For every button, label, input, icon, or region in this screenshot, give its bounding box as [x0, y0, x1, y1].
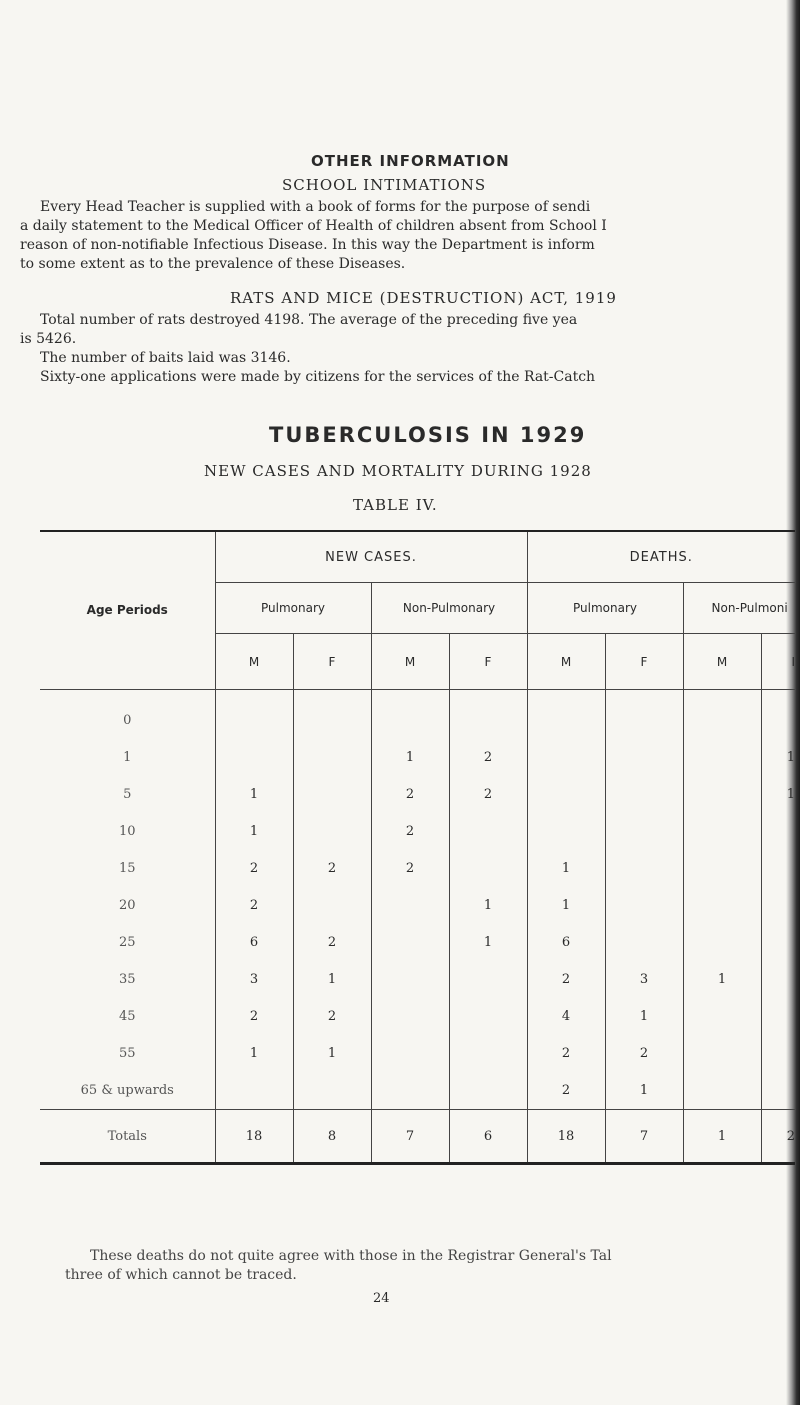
sex-header: F [449, 634, 527, 690]
value-cell [761, 690, 795, 740]
value-cell [683, 998, 761, 1035]
value-cell: 2 [527, 1072, 605, 1110]
table-label: TABLE IV. [353, 496, 438, 514]
value-cell: 1 [371, 739, 449, 776]
age-periods-header: Age Periods [86, 603, 168, 617]
age-period-cell: 55 [118, 1046, 136, 1061]
value-cell: 6 [527, 924, 605, 961]
value-cell: 1 [605, 998, 683, 1035]
value-cell [527, 776, 605, 813]
value-cell [761, 1072, 795, 1110]
value-cell [371, 924, 449, 961]
age-periods-header-cell [40, 531, 215, 690]
value-cell: 3 [605, 961, 683, 998]
totals-cell: 18 [215, 1110, 293, 1164]
value-cell: 1 [527, 850, 605, 887]
value-cell: 2 [293, 924, 371, 961]
value-cell [371, 1035, 449, 1072]
table-row [40, 998, 795, 1035]
value-cell: 1 [293, 1035, 371, 1072]
value-cell [449, 961, 527, 998]
table-row [40, 850, 795, 887]
school-paragraph-line: reason of non-notifiable Infectious Disease. In this way the Department is inform [20, 237, 595, 253]
value-cell: 2 [371, 776, 449, 813]
value-cell: 6 [215, 924, 293, 961]
value-cell: 2 [527, 961, 605, 998]
value-cell [371, 1072, 449, 1110]
value-cell: 1 [761, 776, 795, 813]
value-cell [683, 1035, 761, 1072]
table-row [40, 887, 795, 924]
value-cell: 1 [527, 887, 605, 924]
rats-paragraph-line: Sixty-one applications were made by citizens for the services of the Rat-Catch [40, 369, 596, 385]
value-cell: 1 [215, 1035, 293, 1072]
rats-paragraph-line: is 5426. [20, 331, 77, 347]
new-nonpulmonary-header: Non-Pulmonary [371, 583, 527, 634]
deaths-header: DEATHS. [527, 531, 795, 583]
sex-header: F [605, 634, 683, 690]
value-cell [605, 739, 683, 776]
school-paragraph-line: a daily statement to the Medical Officer of Health of children absent from School I [20, 218, 607, 234]
rats-paragraph-line: The number of baits laid was 3146. [40, 350, 291, 366]
value-cell [527, 739, 605, 776]
table-row [40, 1035, 795, 1072]
value-cell: 2 [371, 813, 449, 850]
sex-header: F [293, 634, 371, 690]
value-cell [761, 924, 795, 961]
age-period-cell: 65 & upwards [80, 1083, 174, 1098]
school-paragraph-line: Every Head Teacher is supplied with a book of forms for the purpose of sendi [40, 199, 591, 215]
table-row [40, 739, 795, 776]
table-row [40, 1072, 795, 1110]
age-period-cell: 1 [123, 750, 132, 765]
age-period-cell: 25 [118, 935, 136, 950]
age-period-cell: 20 [118, 898, 136, 913]
value-cell [449, 850, 527, 887]
footnote-line: These deaths do not quite agree with those in the Registrar General's Tal [90, 1248, 612, 1264]
value-cell [683, 690, 761, 740]
value-cell: 2 [605, 1035, 683, 1072]
value-cell: 2 [215, 850, 293, 887]
tuberculosis-subtitle: NEW CASES AND MORTALITY DURING 1928 [204, 462, 592, 480]
value-cell [605, 690, 683, 740]
sex-header: M [527, 634, 605, 690]
value-cell: 2 [449, 739, 527, 776]
value-cell: 1 [449, 924, 527, 961]
value-cell: 2 [215, 998, 293, 1035]
value-cell [293, 813, 371, 850]
value-cell: 1 [293, 961, 371, 998]
table-row [40, 961, 795, 998]
value-cell [761, 850, 795, 887]
value-cell: 1 [683, 961, 761, 998]
value-cell: 2 [527, 1035, 605, 1072]
sex-header: M [683, 634, 761, 690]
value-cell [293, 776, 371, 813]
value-cell [605, 887, 683, 924]
age-period-cell: 10 [118, 824, 136, 839]
value-cell [761, 998, 795, 1035]
value-cell: 4 [527, 998, 605, 1035]
totals-cell: 6 [449, 1110, 527, 1164]
new-pulmonary-header: Pulmonary [215, 583, 371, 634]
school-paragraph-line: to some extent as to the prevalence of these Diseases. [20, 256, 406, 272]
value-cell [683, 813, 761, 850]
value-cell [683, 1072, 761, 1110]
table-row [40, 690, 795, 740]
value-cell [605, 924, 683, 961]
sex-header: M [215, 634, 293, 690]
deaths-pulmonary-header: Pulmonary [527, 583, 683, 634]
value-cell: 1 [605, 1072, 683, 1110]
value-cell [293, 887, 371, 924]
totals-label: Totals [40, 1110, 215, 1164]
value-cell [449, 1035, 527, 1072]
age-period-cell: 45 [118, 1009, 136, 1024]
value-cell: 2 [293, 850, 371, 887]
value-cell [449, 998, 527, 1035]
value-cell [683, 776, 761, 813]
deaths-nonpulmonary-header: Non-Pulmoni [683, 583, 795, 634]
value-cell [683, 739, 761, 776]
value-cell: 2 [371, 850, 449, 887]
value-cell [293, 690, 371, 740]
sex-header: I [761, 634, 795, 690]
age-period-cell: 0 [123, 713, 132, 728]
value-cell [449, 1072, 527, 1110]
value-cell [761, 1035, 795, 1072]
value-cell [761, 961, 795, 998]
value-cell [449, 690, 527, 740]
value-cell [293, 1072, 371, 1110]
totals-cell: 18 [527, 1110, 605, 1164]
value-cell: 1 [215, 776, 293, 813]
value-cell [683, 850, 761, 887]
value-cell: 3 [215, 961, 293, 998]
value-cell [605, 776, 683, 813]
totals-cell: 7 [371, 1110, 449, 1164]
page-number: 24 [373, 1291, 390, 1306]
totals-cell: 7 [605, 1110, 683, 1164]
totals-cell: 1 [683, 1110, 761, 1164]
footnote-line: three of which cannot be traced. [65, 1267, 297, 1283]
value-cell [293, 739, 371, 776]
value-cell [371, 887, 449, 924]
new-cases-header: NEW CASES. [215, 531, 527, 583]
table-row [40, 776, 795, 813]
value-cell: 2 [449, 776, 527, 813]
totals-cell: 2 [761, 1110, 795, 1164]
table-row [40, 813, 795, 850]
value-cell: 1 [215, 813, 293, 850]
value-cell [527, 813, 605, 850]
value-cell [683, 924, 761, 961]
totals-cell: 8 [293, 1110, 371, 1164]
value-cell [527, 690, 605, 740]
tuberculosis-title: TUBERCULOSIS IN 1929 [269, 423, 587, 447]
section-heading: OTHER INFORMATION [311, 152, 510, 170]
value-cell [215, 1072, 293, 1110]
school-intimations-title: SCHOOL INTIMATIONS [282, 176, 487, 194]
value-cell [371, 690, 449, 740]
tuberculosis-table [40, 530, 795, 1165]
age-period-cell: 35 [118, 972, 136, 987]
value-cell: 2 [215, 887, 293, 924]
age-period-cell: 15 [118, 861, 136, 876]
value-cell [605, 813, 683, 850]
value-cell [449, 813, 527, 850]
value-cell: 1 [761, 739, 795, 776]
value-cell [371, 998, 449, 1035]
value-cell [371, 961, 449, 998]
value-cell [761, 887, 795, 924]
rats-paragraph-line: Total number of rats destroyed 4198. The average of the preceding five yea [40, 312, 578, 328]
value-cell [683, 887, 761, 924]
value-cell [761, 813, 795, 850]
value-cell: 1 [449, 887, 527, 924]
table-row [40, 924, 795, 961]
value-cell [605, 850, 683, 887]
age-period-cell: 5 [123, 787, 132, 802]
rats-act-title: RATS AND MICE (DESTRUCTION) ACT, 1919 [230, 289, 617, 307]
value-cell [215, 739, 293, 776]
value-cell [215, 690, 293, 740]
sex-header: M [371, 634, 449, 690]
value-cell: 2 [293, 998, 371, 1035]
